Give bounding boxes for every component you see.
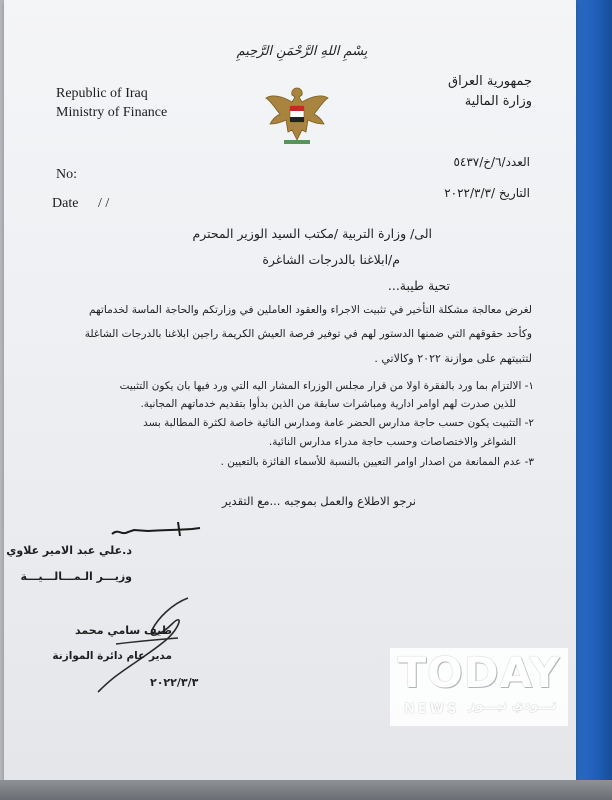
closing-line: نرجو الاطلاع والعمل بموجبه ...مع التقدير (221, 494, 416, 508)
minister-title: وزيـــر الـمـــالـــيـــة (20, 570, 132, 583)
minister-signature-icon (108, 516, 208, 542)
director-date: ٢٠٢٢/٣/٣ (150, 676, 199, 689)
item2-line1: ٢- التثبيت يكون حسب حاجة مدارس الحضر عامة ومدارس النائية خاصة لكثرة المطالبة بسد (143, 417, 534, 429)
para1-line2: وكأحد حقوقهم التي ضمنها الدستور لهم في توفير فرصة العيش الكريمة راجين ابلاغنا بالدرجات الشاغلة (84, 328, 532, 340)
en-ministry: Ministry of Finance (56, 105, 168, 120)
blue-folder-edge (574, 0, 612, 800)
minister-name: د.علي عبد الامير علاوي (6, 544, 132, 557)
iraq-eagle-emblem-icon (262, 80, 332, 150)
director-title: مدير عام دائرة الموازنة (52, 650, 172, 662)
para1-line1: لغرض معالجة مشكلة التأخير في تثبيت الاجراء والعقود العاملين في وزارتكم والحاجة الماسة لخدماتهم (88, 304, 532, 316)
ar-republic: جمهورية العراق (448, 74, 532, 89)
recipient-line: الى/ وزارة التربية /مكتب السيد الوزير المحترم (192, 226, 432, 241)
en-republic: Republic of Iraq (56, 86, 148, 101)
ref-date: التاريخ /٢٠٢٢/٣/٣ (444, 186, 530, 200)
no-label: No: (56, 167, 77, 182)
ref-number: العدد/٦/خ/٥٤٣٧ (453, 155, 530, 169)
date-label: Date (52, 196, 79, 211)
bismillah-header: بِسْمِ اللهِ الرَّحْمَنِ الرَّحِيمِ (236, 44, 368, 59)
ar-ministry: وزارة المالية (464, 94, 532, 109)
item2-line2: الشواغر والاختصاصات وحسب حاجة مدراء مدارس النائية. (268, 436, 516, 448)
watermark-arabic-text: تـــودي نيـــوز (468, 698, 557, 713)
date-slashes: / / (98, 196, 110, 211)
subject-line: م/ابلاغنا بالدرجات الشاغرة (262, 252, 400, 267)
greeting: تحية طيبة... (387, 278, 450, 293)
watermark-today-logo: TODAY (397, 648, 561, 697)
table-shadow (0, 780, 612, 800)
para1-line3: لتثبيتهم على موازنة ٢٠٢٢ وكالاتي . (374, 352, 532, 365)
item3-line: ٣- عدم الممانعة من اصدار اوامر التعيين بالنسبة للأسماء الفائزة بالتعيين . (220, 456, 534, 468)
item1-line1: ١- الالتزام بما ورد بالفقرة اولا من قرار مجلس الوزراء المشار اليه التي ورد فيها بان يكون التثبيت (119, 380, 534, 392)
watermark-news-text: NEWS (404, 702, 460, 717)
item1-line2: للذين صدرت لهم اوامر ادارية ومباشرات سابقة من الذين بدأوا بتقديم خدماتهم المجانية. (140, 398, 516, 410)
director-name: طيف سامي محمد (75, 624, 172, 637)
